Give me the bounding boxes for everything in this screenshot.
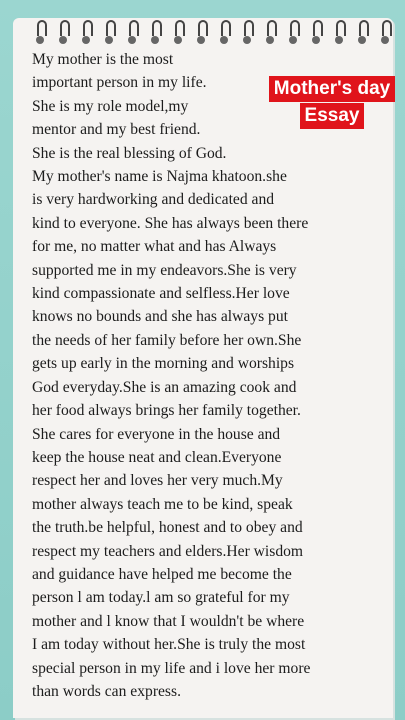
ring-icon <box>219 18 229 46</box>
title-badge <box>266 76 398 129</box>
ring-icon <box>127 18 137 46</box>
ring-icon <box>35 18 45 46</box>
ring-icon <box>242 18 252 46</box>
ring-icon <box>196 18 206 46</box>
ring-icon <box>288 18 298 46</box>
ring-icon <box>357 18 367 46</box>
ring-icon <box>265 18 275 46</box>
badge-line-1: Mother's day <box>269 76 395 102</box>
ring-icon <box>380 18 390 46</box>
spiral-binding <box>35 18 395 50</box>
ring-icon <box>334 18 344 46</box>
ring-icon <box>104 18 114 46</box>
ring-icon <box>150 18 160 46</box>
ring-icon <box>58 18 68 46</box>
ring-icon <box>311 18 321 46</box>
badge-line-2: Essay <box>300 103 365 129</box>
ring-icon <box>81 18 91 46</box>
essay-text: My mother is the most important person in my life. She is my role model,my mentor and my best friend. She is the real blessing of God. My mother's name is Najma khatoon.she is very hardworking and dedicated and kind to everyone. She has always been there for me, no matter what and has Always supported me in my endeavors.She is very kind compassionate and selfless.Her love knows no bounds and she has always put the needs of her family before her own.She gets up early in the morning and worships God everyday.She is an amazing cook and her food always brings her family together. She cares for everyone in the house and keep the house neat and clean.Everyone respect her and loves her very much.My mother always teach me to be kind, speak the truth.be helpful, honest and to obey and respect my teachers and elders.Her wisdom and guidance have helped me become the person l am today.l am so grateful for my mother and l know that I wouldn't be where I am today without her.She is truly the most special person in my life and i love her more than words can express. <box>32 51 311 700</box>
ring-icon <box>173 18 183 46</box>
